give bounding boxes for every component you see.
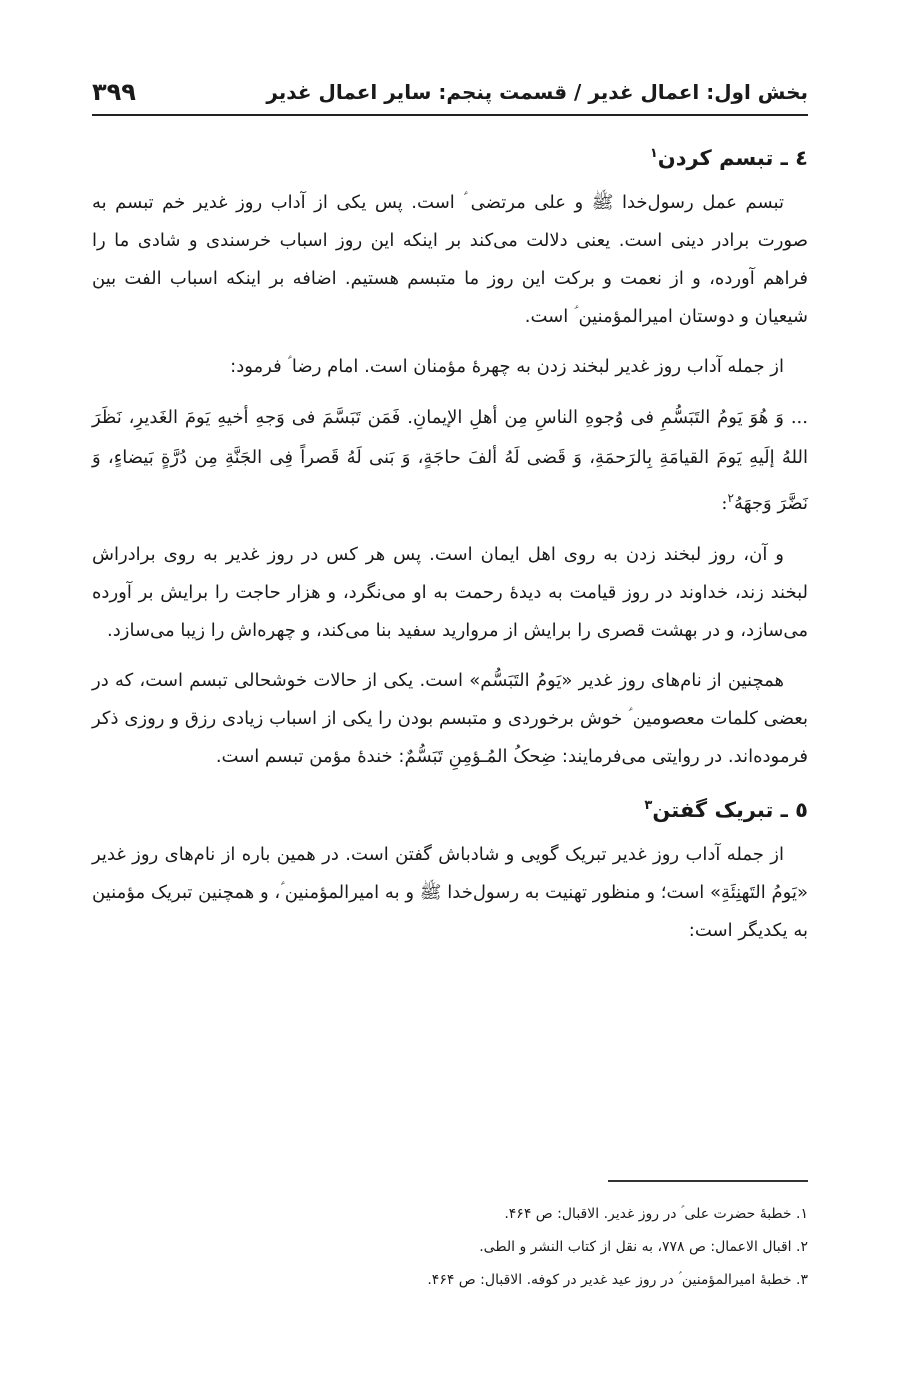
footnote-ref-2: ٢: [727, 491, 734, 505]
section-heading-4: ٤ ـ تبسم کردن$^١$: [649, 146, 808, 170]
footnote-1: ١. خطبهٔ حضرت علی ؑ در روز غدیر. الاقبال: ص ۴۶۴.: [504, 1206, 808, 1222]
section-heading-5: ٥ ـ تبریک گفتن$^٣$: [644, 798, 808, 822]
footnote-2: ٢. اقبال الاعمال: ص ۷۷۸، به نقل از کتاب النشر و الطی.: [479, 1239, 808, 1255]
paragraph-1: تبسم عمل رسول‌خدا ﷺ و علی مرتضی ؑ است. پس یکی از آداب روز غدیر خم تبسم به صورت برادر دینی است. یعنی دلالت می‌کند بر اینکه این روز اسباب خرسندی و شادی ما را فراهم آورده، و از نعمت و برکت این روز ما متبسم هستیم. اضافه بر اینکه اسباب الفت بین شیعیان و دوستان امیرالمؤمنین ؑ است.: [92, 192, 808, 327]
footnote-divider: [608, 1180, 808, 1182]
page-body: [92, 136, 808, 962]
running-title: بخش اول: اعمال غدیر / قسمت پنجم: سایر اعمال غدیر: [266, 80, 808, 104]
page-number: ۳۹۹: [92, 78, 136, 106]
paragraph-5: از جمله آداب روز غدیر تبریک گویی و شادباش گفتن است. در همین باره از نام‌های روز غدیر «یَومُ التَهنِئَةِ» است؛ و منظور تهنیت به رسول‌خدا ﷺ و به امیرالمؤمنین ؑ، و همچنین تبریک مؤمنین به یکدیگر است:: [92, 844, 808, 941]
footnote-3: ٣. خطبهٔ امیرالمؤمنین ؑ در روز عید غدیر در کوفه. الاقبال: ص ۴۶۴.: [427, 1272, 808, 1288]
paragraph-2: از جمله آداب روز غدیر لبخند زدن به چهرهٔ مؤمنان است. امام رضا ؑ فرمود:: [230, 356, 784, 377]
footnotes: [92, 1198, 808, 1297]
running-header: [92, 70, 808, 116]
paragraph-4: همچنین از نام‌های روز غدیر «یَومُ التَبَسُّم» است. یکی از حالات خوشحالی تبسم است، که در بعضی کلمات معصومین ؑ خوش برخوردی و متبسم بودن را یکی از اسباب زیادی رزق و روزی ذکر فرموده‌اند. در روایتی می‌فرمایند: ضِحکُ المُـؤمِنِ تَبَسُّمٌ: خندهٔ مؤمن تبسم است.: [92, 670, 808, 767]
paragraph-3: و آن، روز لبخند زدن به روی اهل ایمان است. پس هر کس در روز غدیر به روی برادراش لبخند زند، خداوند در روز قیامت به دیدهٔ رحمت به او می‌نگرد، و هزار حاجت را برایش بر آورده می‌سازد، و در بهشت قصری را برایش از مروارید سفید بنا می‌کند، و چهره‌اش را زیبا می‌سازد.: [92, 544, 808, 641]
footnote-ref-1: ١: [649, 146, 658, 161]
hadith-quote: ... وَ هُوَ یَومُ التَبَسُّمِ فی وُجوهِ الناسِ مِن أهلِ الإیمانِ. فَمَن تَبَسَّمَ فی وَجهِ أخیهِ یَومَ الغَدیرِ، نَظَرَ اللهُ إلَیهِ یَومَ القیامَةِ بِالرَحمَةِ، وَ قَضی لَهُ ألفَ حاجَةٍ، وَ بَنی لَهُ قَصراً فِی الجَنَّةِ مِن دُرَّةٍ بَیضاءٍ، وَ نَضَّرَ وَجهَهُ$^٢$:: [92, 407, 808, 514]
footnote-ref-3: ٣: [644, 798, 653, 813]
